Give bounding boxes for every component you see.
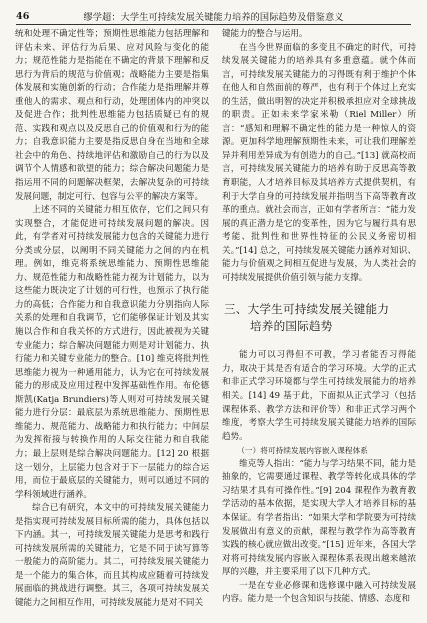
paragraph: 在当今世界面临的多变且不确定的时代，可持续发展关键能力的培养具有多重意蕴。就个体而言，可持续发展关键能力的习得既有利于维护个体在他人和自然面前的尊严，也有利于个体过上充实的生活，做出明智的决定并积极承担应对全球挑战的职责。正如未来学家米勒（Riel Miller）所言：“感知和理解不确定性的能力是一种惊人的资源。更加科学地理解预期性未来，可让我们理解差异并利用差异成为有创造力的自己。”[13] 就高校而言，可持续发展关键能力的培养有助于反思高等教育职能，人才培养目标及其培养方式提供契机，有利于大学自身的可持续发展并指明当下高等教育改革的重点。就社会而言，正如有学者所言：“能力发展的真正潜力是它的变革性，因为它与履行具有思考能、批判性和世界性特征的公民义务密切相关。”[14] 总之，可持续发展关键能力涵养对知识、能力与价值观之间相互促进与发展，为人类社会的可持续发展提供价值引领与能力支撑。 [222,42,416,283]
paragraph: 统和处理不确定性等；预期性思维能力包括理解和评估未来、评估行为后果、应对风险与变化的能力；规范性能力是指能在不确定的背景下理解和反思行为背后的规范与价值观；战略能力主要是指集体发展和实施创新的行动；合作能力是指理解并尊重他人的需求、观点和行动，处理团体内的冲突以及促进合作；批判性思维能力包括质疑已有的规范、实践和观点以及反思自己的价值观和行为的能力；自我意识能力主要是指反思自身在当地和全球社会中的角色、持续地评估和激励自己的行为以及调节个人情感和欲望的能力；综合解决问题能力是指运用不同的问题解决框架，去解决复杂的可持续发展问题，制定可行、包容与公平的解决方案等。 [15,29,209,202]
page-number: 46 [16,10,30,22]
paragraph: 能力可以习得但不可教，学习者能否习得能力，取决于其是否有适合的学习环境。大学的正式和非正式学习环境都与学生可持续发展能力的培养相关。[14] 49 基于此，下面拟从正式学习（包括课程体系、教学方法和评价等）和非正式学习两个维度，考察大学生可持续发展关键能力培养的国际趋势。 [222,350,416,442]
paragraph: 上述不同的关键能力相互依存，它们之间只有实现整合，才能促进可持续发展问题的解决。因此，有学者对可持续发展能力包含的关键能力进行分类或分层，以阐明不同关键能力之间的内在机理。例如，维克将系统思维能力、预期性思维能力、规范性能力和战略性能力视为计划能力，以为这些能力既决定了计划的可行性，也预示了执行能力的高低；合作能力和自我意识能力分别指向人际关系的处理和自我调节，它们能够保证计划及其实施以合作和自我关怀的方式进行，因此被视为关键专业能力；综合解决问题能力则是对计划能力、执行能力和关键专业能力的整合。[10] 维克将批判性思维能力视为一种通用能力，认为它在可持续发展能力的形成及应用过程中发挥基础性作用。布伦德斯凯(Katja Brundiers)等人则对可持续发展关键能力进行分层：最底层为系统思维能力、预期性思维能力、规范能力、战略能力和执行能力；中间层为发挥衔接与转换作用的人际交往能力和自我能力；最上层则是综合解决问题能力。[12] 20 根据这一划分，上层能力包含对于下一层能力的综合运用，而位于最底层的关键能力，则可以通过不同的学科领域进行涵养。 [15,205,209,500]
running-title: 缪学超：大学生可持续发展关键能力培养的国际趋势及借鉴意义 [83,12,344,23]
paragraph: 键能力的整合与运用。 [222,29,308,39]
subsection-heading: （一）将可持续发展内容嵌入课程体系 [237,446,368,456]
paragraph: 维克等人指出：“能力与学习结果不同，能力是抽象的，它需要通过课程、教学等转化成具体的学习结果才具有可操作性。”[9] 204 课程作为教育教学活动的基本依据，是实现大学人才培养目标的基本保证。有学者指出：“如果大学和学院要为可持续发展做出有意义的贡献，课程与教学作为高等教育实践的核心就应做出改变。”[15] 近年来，各国大学对将可持续发展内容嵌入课程体系表现出越来越浓厚的兴趣，并主要采用了以下几种方式。 [222,458,416,578]
paragraph: 一是在专业必修课和选修课中融入可持续发展内容。能力是一个包含知识与技能、情感、态度和 [222,580,416,605]
paragraph: 综合已有研究，本文中的可持续发展关键能力是指实现可持续发展目标所需的能力，具体包括以下内涵。其一，可持续发展关键能力是思考和践行可持续发展所需的关键能力，它是不同于读写算等一般能力的高阶能力。其二，可持续发展关键能力是一个能力的集合体，而且其构成应随着可持续发展面临的挑战进行调整。其三，各项可持续发展关键能力之间相互作用，可持续发展能力是对不同关 [15,503,209,608]
right-column [222,28,416,607]
section-heading-line: 培养的国际趋势 [250,319,333,334]
running-header [16,8,411,25]
section-heading [222,301,416,335]
section-heading-line: 三、大学生可持续发展关键能力 [224,302,390,317]
left-column [15,28,209,611]
